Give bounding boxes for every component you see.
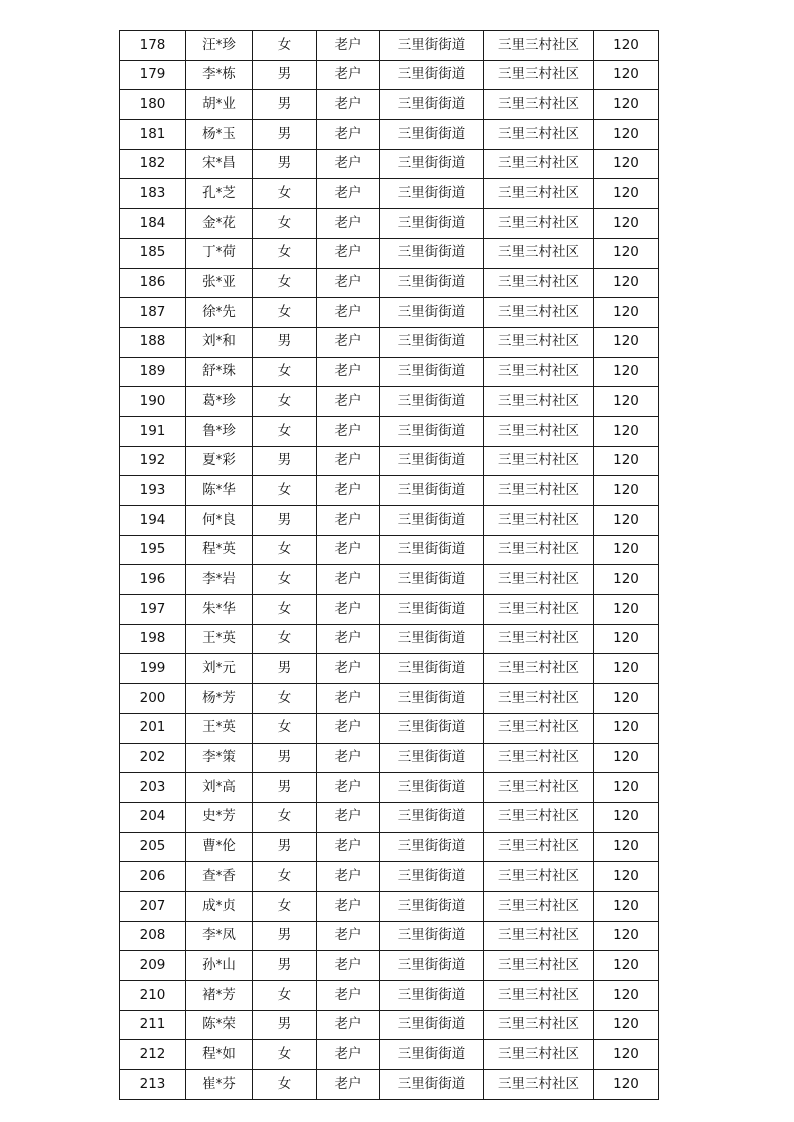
table-row: [120, 31, 659, 61]
gender-cell: 女: [253, 802, 317, 832]
row-number-cell: 183: [120, 179, 186, 209]
amount-cell: 120: [594, 921, 659, 951]
resident-name-cell: 王*英: [186, 713, 253, 743]
resident-name-cell: 刘*高: [186, 773, 253, 803]
community-name-cell: 三里三村社区: [484, 298, 594, 328]
community-name-cell: 三里三村社区: [484, 209, 594, 239]
street-name-cell: 三里街街道: [380, 268, 484, 298]
gender-cell: 男: [253, 1010, 317, 1040]
household-type-cell: 老户: [317, 684, 380, 714]
table-row: [120, 891, 659, 921]
row-number-cell: 181: [120, 120, 186, 150]
table-row: [120, 832, 659, 862]
amount-cell: 120: [594, 446, 659, 476]
resident-name-cell: 丁*荷: [186, 238, 253, 268]
community-name-cell: 三里三村社区: [484, 654, 594, 684]
community-name-cell: 三里三村社区: [484, 416, 594, 446]
amount-cell: 120: [594, 387, 659, 417]
gender-cell: 女: [253, 862, 317, 892]
resident-name-cell: 崔*芬: [186, 1070, 253, 1100]
gender-cell: 女: [253, 209, 317, 239]
row-number-cell: 200: [120, 684, 186, 714]
household-type-cell: 老户: [317, 416, 380, 446]
gender-cell: 男: [253, 149, 317, 179]
household-type-cell: 老户: [317, 565, 380, 595]
row-number-cell: 184: [120, 209, 186, 239]
row-number-cell: 204: [120, 802, 186, 832]
table-row: [120, 416, 659, 446]
table-row: [120, 862, 659, 892]
community-name-cell: 三里三村社区: [484, 179, 594, 209]
household-type-cell: 老户: [317, 90, 380, 120]
household-type-cell: 老户: [317, 981, 380, 1011]
gender-cell: 女: [253, 565, 317, 595]
street-name-cell: 三里街街道: [380, 90, 484, 120]
row-number-cell: 206: [120, 862, 186, 892]
resident-name-cell: 夏*彩: [186, 446, 253, 476]
resident-name-cell: 刘*元: [186, 654, 253, 684]
resident-name-cell: 胡*业: [186, 90, 253, 120]
street-name-cell: 三里街街道: [380, 535, 484, 565]
resident-name-cell: 朱*华: [186, 595, 253, 625]
resident-name-cell: 张*亚: [186, 268, 253, 298]
table-row: [120, 1070, 659, 1100]
table-row: [120, 981, 659, 1011]
resident-name-cell: 程*如: [186, 1040, 253, 1070]
street-name-cell: 三里街街道: [380, 327, 484, 357]
table-row: [120, 1010, 659, 1040]
resident-name-cell: 李*栋: [186, 60, 253, 90]
amount-cell: 120: [594, 802, 659, 832]
household-type-cell: 老户: [317, 149, 380, 179]
household-type-cell: 老户: [317, 624, 380, 654]
table-row: [120, 921, 659, 951]
household-type-cell: 老户: [317, 743, 380, 773]
table-row: [120, 1040, 659, 1070]
table-row: [120, 268, 659, 298]
street-name-cell: 三里街街道: [380, 298, 484, 328]
household-type-cell: 老户: [317, 209, 380, 239]
gender-cell: 女: [253, 713, 317, 743]
table-row: [120, 684, 659, 714]
gender-cell: 女: [253, 891, 317, 921]
table-row: [120, 298, 659, 328]
table-row: [120, 327, 659, 357]
household-type-cell: 老户: [317, 506, 380, 536]
street-name-cell: 三里街街道: [380, 951, 484, 981]
resident-name-cell: 程*英: [186, 535, 253, 565]
community-name-cell: 三里三村社区: [484, 565, 594, 595]
resident-name-cell: 何*良: [186, 506, 253, 536]
resident-name-cell: 王*英: [186, 624, 253, 654]
gender-cell: 男: [253, 951, 317, 981]
resident-name-cell: 舒*珠: [186, 357, 253, 387]
row-number-cell: 185: [120, 238, 186, 268]
table-row: [120, 713, 659, 743]
amount-cell: 120: [594, 120, 659, 150]
community-name-cell: 三里三村社区: [484, 1070, 594, 1100]
row-number-cell: 178: [120, 31, 186, 61]
amount-cell: 120: [594, 31, 659, 61]
row-number-cell: 203: [120, 773, 186, 803]
street-name-cell: 三里街街道: [380, 1040, 484, 1070]
amount-cell: 120: [594, 565, 659, 595]
resident-name-cell: 杨*芳: [186, 684, 253, 714]
community-name-cell: 三里三村社区: [484, 60, 594, 90]
gender-cell: 女: [253, 387, 317, 417]
resident-name-cell: 鲁*珍: [186, 416, 253, 446]
resident-name-cell: 史*芳: [186, 802, 253, 832]
community-name-cell: 三里三村社区: [484, 1040, 594, 1070]
amount-cell: 120: [594, 327, 659, 357]
amount-cell: 120: [594, 476, 659, 506]
gender-cell: 男: [253, 90, 317, 120]
community-name-cell: 三里三村社区: [484, 802, 594, 832]
gender-cell: 男: [253, 506, 317, 536]
household-type-cell: 老户: [317, 891, 380, 921]
row-number-cell: 188: [120, 327, 186, 357]
community-name-cell: 三里三村社区: [484, 832, 594, 862]
amount-cell: 120: [594, 209, 659, 239]
street-name-cell: 三里街街道: [380, 60, 484, 90]
row-number-cell: 213: [120, 1070, 186, 1100]
row-number-cell: 194: [120, 506, 186, 536]
street-name-cell: 三里街街道: [380, 120, 484, 150]
row-number-cell: 212: [120, 1040, 186, 1070]
gender-cell: 男: [253, 60, 317, 90]
gender-cell: 男: [253, 654, 317, 684]
community-name-cell: 三里三村社区: [484, 595, 594, 625]
row-number-cell: 210: [120, 981, 186, 1011]
household-type-cell: 老户: [317, 921, 380, 951]
community-name-cell: 三里三村社区: [484, 327, 594, 357]
street-name-cell: 三里街街道: [380, 387, 484, 417]
community-name-cell: 三里三村社区: [484, 31, 594, 61]
row-number-cell: 190: [120, 387, 186, 417]
table-row: [120, 209, 659, 239]
amount-cell: 120: [594, 1070, 659, 1100]
resident-name-cell: 汪*珍: [186, 31, 253, 61]
household-type-cell: 老户: [317, 476, 380, 506]
amount-cell: 120: [594, 149, 659, 179]
amount-cell: 120: [594, 179, 659, 209]
street-name-cell: 三里街街道: [380, 921, 484, 951]
gender-cell: 女: [253, 268, 317, 298]
community-name-cell: 三里三村社区: [484, 981, 594, 1011]
gender-cell: 女: [253, 535, 317, 565]
street-name-cell: 三里街街道: [380, 773, 484, 803]
street-name-cell: 三里街街道: [380, 802, 484, 832]
row-number-cell: 195: [120, 535, 186, 565]
row-number-cell: 197: [120, 595, 186, 625]
gender-cell: 女: [253, 179, 317, 209]
amount-cell: 120: [594, 773, 659, 803]
amount-cell: 120: [594, 535, 659, 565]
household-type-cell: 老户: [317, 713, 380, 743]
household-type-cell: 老户: [317, 327, 380, 357]
table-row: [120, 802, 659, 832]
street-name-cell: 三里街街道: [380, 624, 484, 654]
amount-cell: 120: [594, 891, 659, 921]
household-type-cell: 老户: [317, 120, 380, 150]
community-name-cell: 三里三村社区: [484, 1010, 594, 1040]
resident-name-cell: 褚*芳: [186, 981, 253, 1011]
community-name-cell: 三里三村社区: [484, 149, 594, 179]
community-name-cell: 三里三村社区: [484, 862, 594, 892]
resident-name-cell: 杨*玉: [186, 120, 253, 150]
row-number-cell: 205: [120, 832, 186, 862]
community-name-cell: 三里三村社区: [484, 743, 594, 773]
gender-cell: 男: [253, 773, 317, 803]
gender-cell: 男: [253, 743, 317, 773]
gender-cell: 女: [253, 31, 317, 61]
roster-sheet: [119, 30, 658, 1100]
gender-cell: 女: [253, 357, 317, 387]
household-type-cell: 老户: [317, 387, 380, 417]
gender-cell: 女: [253, 476, 317, 506]
row-number-cell: 193: [120, 476, 186, 506]
table-row: [120, 149, 659, 179]
row-number-cell: 196: [120, 565, 186, 595]
street-name-cell: 三里街街道: [380, 862, 484, 892]
community-name-cell: 三里三村社区: [484, 446, 594, 476]
table-row: [120, 387, 659, 417]
household-type-cell: 老户: [317, 238, 380, 268]
gender-cell: 女: [253, 298, 317, 328]
row-number-cell: 189: [120, 357, 186, 387]
resident-name-cell: 孔*芝: [186, 179, 253, 209]
row-number-cell: 191: [120, 416, 186, 446]
table-row: [120, 951, 659, 981]
table-row: [120, 595, 659, 625]
table-row: [120, 773, 659, 803]
street-name-cell: 三里街街道: [380, 179, 484, 209]
street-name-cell: 三里街街道: [380, 654, 484, 684]
household-type-cell: 老户: [317, 268, 380, 298]
resident-name-cell: 陈*华: [186, 476, 253, 506]
community-name-cell: 三里三村社区: [484, 90, 594, 120]
gender-cell: 女: [253, 1070, 317, 1100]
community-name-cell: 三里三村社区: [484, 891, 594, 921]
community-name-cell: 三里三村社区: [484, 387, 594, 417]
amount-cell: 120: [594, 1040, 659, 1070]
amount-cell: 120: [594, 90, 659, 120]
amount-cell: 120: [594, 416, 659, 446]
row-number-cell: 202: [120, 743, 186, 773]
street-name-cell: 三里街街道: [380, 416, 484, 446]
row-number-cell: 187: [120, 298, 186, 328]
roster-body: [120, 31, 659, 1100]
amount-cell: 120: [594, 1010, 659, 1040]
community-name-cell: 三里三村社区: [484, 773, 594, 803]
street-name-cell: 三里街街道: [380, 1070, 484, 1100]
table-row: [120, 654, 659, 684]
row-number-cell: 182: [120, 149, 186, 179]
street-name-cell: 三里街街道: [380, 149, 484, 179]
street-name-cell: 三里街街道: [380, 595, 484, 625]
row-number-cell: 179: [120, 60, 186, 90]
amount-cell: 120: [594, 743, 659, 773]
street-name-cell: 三里街街道: [380, 743, 484, 773]
amount-cell: 120: [594, 357, 659, 387]
amount-cell: 120: [594, 595, 659, 625]
table-row: [120, 743, 659, 773]
gender-cell: 男: [253, 832, 317, 862]
table-row: [120, 535, 659, 565]
gender-cell: 女: [253, 416, 317, 446]
street-name-cell: 三里街街道: [380, 684, 484, 714]
resident-name-cell: 刘*和: [186, 327, 253, 357]
row-number-cell: 207: [120, 891, 186, 921]
amount-cell: 120: [594, 268, 659, 298]
household-type-cell: 老户: [317, 31, 380, 61]
street-name-cell: 三里街街道: [380, 713, 484, 743]
resident-name-cell: 李*凤: [186, 921, 253, 951]
household-type-cell: 老户: [317, 773, 380, 803]
amount-cell: 120: [594, 832, 659, 862]
gender-cell: 男: [253, 446, 317, 476]
household-type-cell: 老户: [317, 1070, 380, 1100]
table-row: [120, 179, 659, 209]
amount-cell: 120: [594, 981, 659, 1011]
table-row: [120, 238, 659, 268]
row-number-cell: 198: [120, 624, 186, 654]
amount-cell: 120: [594, 506, 659, 536]
resident-name-cell: 陈*荣: [186, 1010, 253, 1040]
household-type-cell: 老户: [317, 1040, 380, 1070]
table-row: [120, 446, 659, 476]
household-type-cell: 老户: [317, 60, 380, 90]
household-type-cell: 老户: [317, 862, 380, 892]
amount-cell: 120: [594, 654, 659, 684]
resident-name-cell: 查*香: [186, 862, 253, 892]
household-type-cell: 老户: [317, 298, 380, 328]
community-name-cell: 三里三村社区: [484, 921, 594, 951]
row-number-cell: 180: [120, 90, 186, 120]
amount-cell: 120: [594, 624, 659, 654]
community-name-cell: 三里三村社区: [484, 476, 594, 506]
table-row: [120, 60, 659, 90]
gender-cell: 男: [253, 327, 317, 357]
gender-cell: 男: [253, 120, 317, 150]
row-number-cell: 209: [120, 951, 186, 981]
street-name-cell: 三里街街道: [380, 565, 484, 595]
gender-cell: 女: [253, 624, 317, 654]
household-type-cell: 老户: [317, 951, 380, 981]
resident-name-cell: 李*策: [186, 743, 253, 773]
community-name-cell: 三里三村社区: [484, 120, 594, 150]
community-name-cell: 三里三村社区: [484, 535, 594, 565]
community-name-cell: 三里三村社区: [484, 713, 594, 743]
resident-name-cell: 金*花: [186, 209, 253, 239]
street-name-cell: 三里街街道: [380, 891, 484, 921]
household-type-cell: 老户: [317, 654, 380, 684]
household-type-cell: 老户: [317, 1010, 380, 1040]
household-type-cell: 老户: [317, 357, 380, 387]
gender-cell: 女: [253, 238, 317, 268]
gender-cell: 女: [253, 595, 317, 625]
street-name-cell: 三里街街道: [380, 832, 484, 862]
household-type-cell: 老户: [317, 595, 380, 625]
community-name-cell: 三里三村社区: [484, 624, 594, 654]
gender-cell: 女: [253, 981, 317, 1011]
table-row: [120, 565, 659, 595]
amount-cell: 120: [594, 684, 659, 714]
amount-cell: 120: [594, 862, 659, 892]
street-name-cell: 三里街街道: [380, 357, 484, 387]
resident-name-cell: 曹*伦: [186, 832, 253, 862]
street-name-cell: 三里街街道: [380, 446, 484, 476]
community-name-cell: 三里三村社区: [484, 506, 594, 536]
table-row: [120, 506, 659, 536]
street-name-cell: 三里街街道: [380, 476, 484, 506]
row-number-cell: 211: [120, 1010, 186, 1040]
table-row: [120, 90, 659, 120]
community-name-cell: 三里三村社区: [484, 357, 594, 387]
household-type-cell: 老户: [317, 446, 380, 476]
amount-cell: 120: [594, 60, 659, 90]
resident-name-cell: 孙*山: [186, 951, 253, 981]
table-row: [120, 120, 659, 150]
gender-cell: 女: [253, 684, 317, 714]
street-name-cell: 三里街街道: [380, 31, 484, 61]
resident-name-cell: 徐*先: [186, 298, 253, 328]
amount-cell: 120: [594, 298, 659, 328]
table-row: [120, 624, 659, 654]
street-name-cell: 三里街街道: [380, 238, 484, 268]
resident-name-cell: 李*岩: [186, 565, 253, 595]
roster-table: [119, 30, 659, 1100]
community-name-cell: 三里三村社区: [484, 684, 594, 714]
street-name-cell: 三里街街道: [380, 506, 484, 536]
household-type-cell: 老户: [317, 535, 380, 565]
amount-cell: 120: [594, 713, 659, 743]
street-name-cell: 三里街街道: [380, 209, 484, 239]
gender-cell: 女: [253, 1040, 317, 1070]
row-number-cell: 199: [120, 654, 186, 684]
household-type-cell: 老户: [317, 179, 380, 209]
row-number-cell: 201: [120, 713, 186, 743]
resident-name-cell: 成*贞: [186, 891, 253, 921]
amount-cell: 120: [594, 238, 659, 268]
row-number-cell: 192: [120, 446, 186, 476]
row-number-cell: 208: [120, 921, 186, 951]
resident-name-cell: 葛*珍: [186, 387, 253, 417]
resident-name-cell: 宋*昌: [186, 149, 253, 179]
row-number-cell: 186: [120, 268, 186, 298]
community-name-cell: 三里三村社区: [484, 951, 594, 981]
household-type-cell: 老户: [317, 832, 380, 862]
table-row: [120, 357, 659, 387]
street-name-cell: 三里街街道: [380, 1010, 484, 1040]
community-name-cell: 三里三村社区: [484, 268, 594, 298]
amount-cell: 120: [594, 951, 659, 981]
household-type-cell: 老户: [317, 802, 380, 832]
table-row: [120, 476, 659, 506]
street-name-cell: 三里街街道: [380, 981, 484, 1011]
gender-cell: 男: [253, 921, 317, 951]
community-name-cell: 三里三村社区: [484, 238, 594, 268]
